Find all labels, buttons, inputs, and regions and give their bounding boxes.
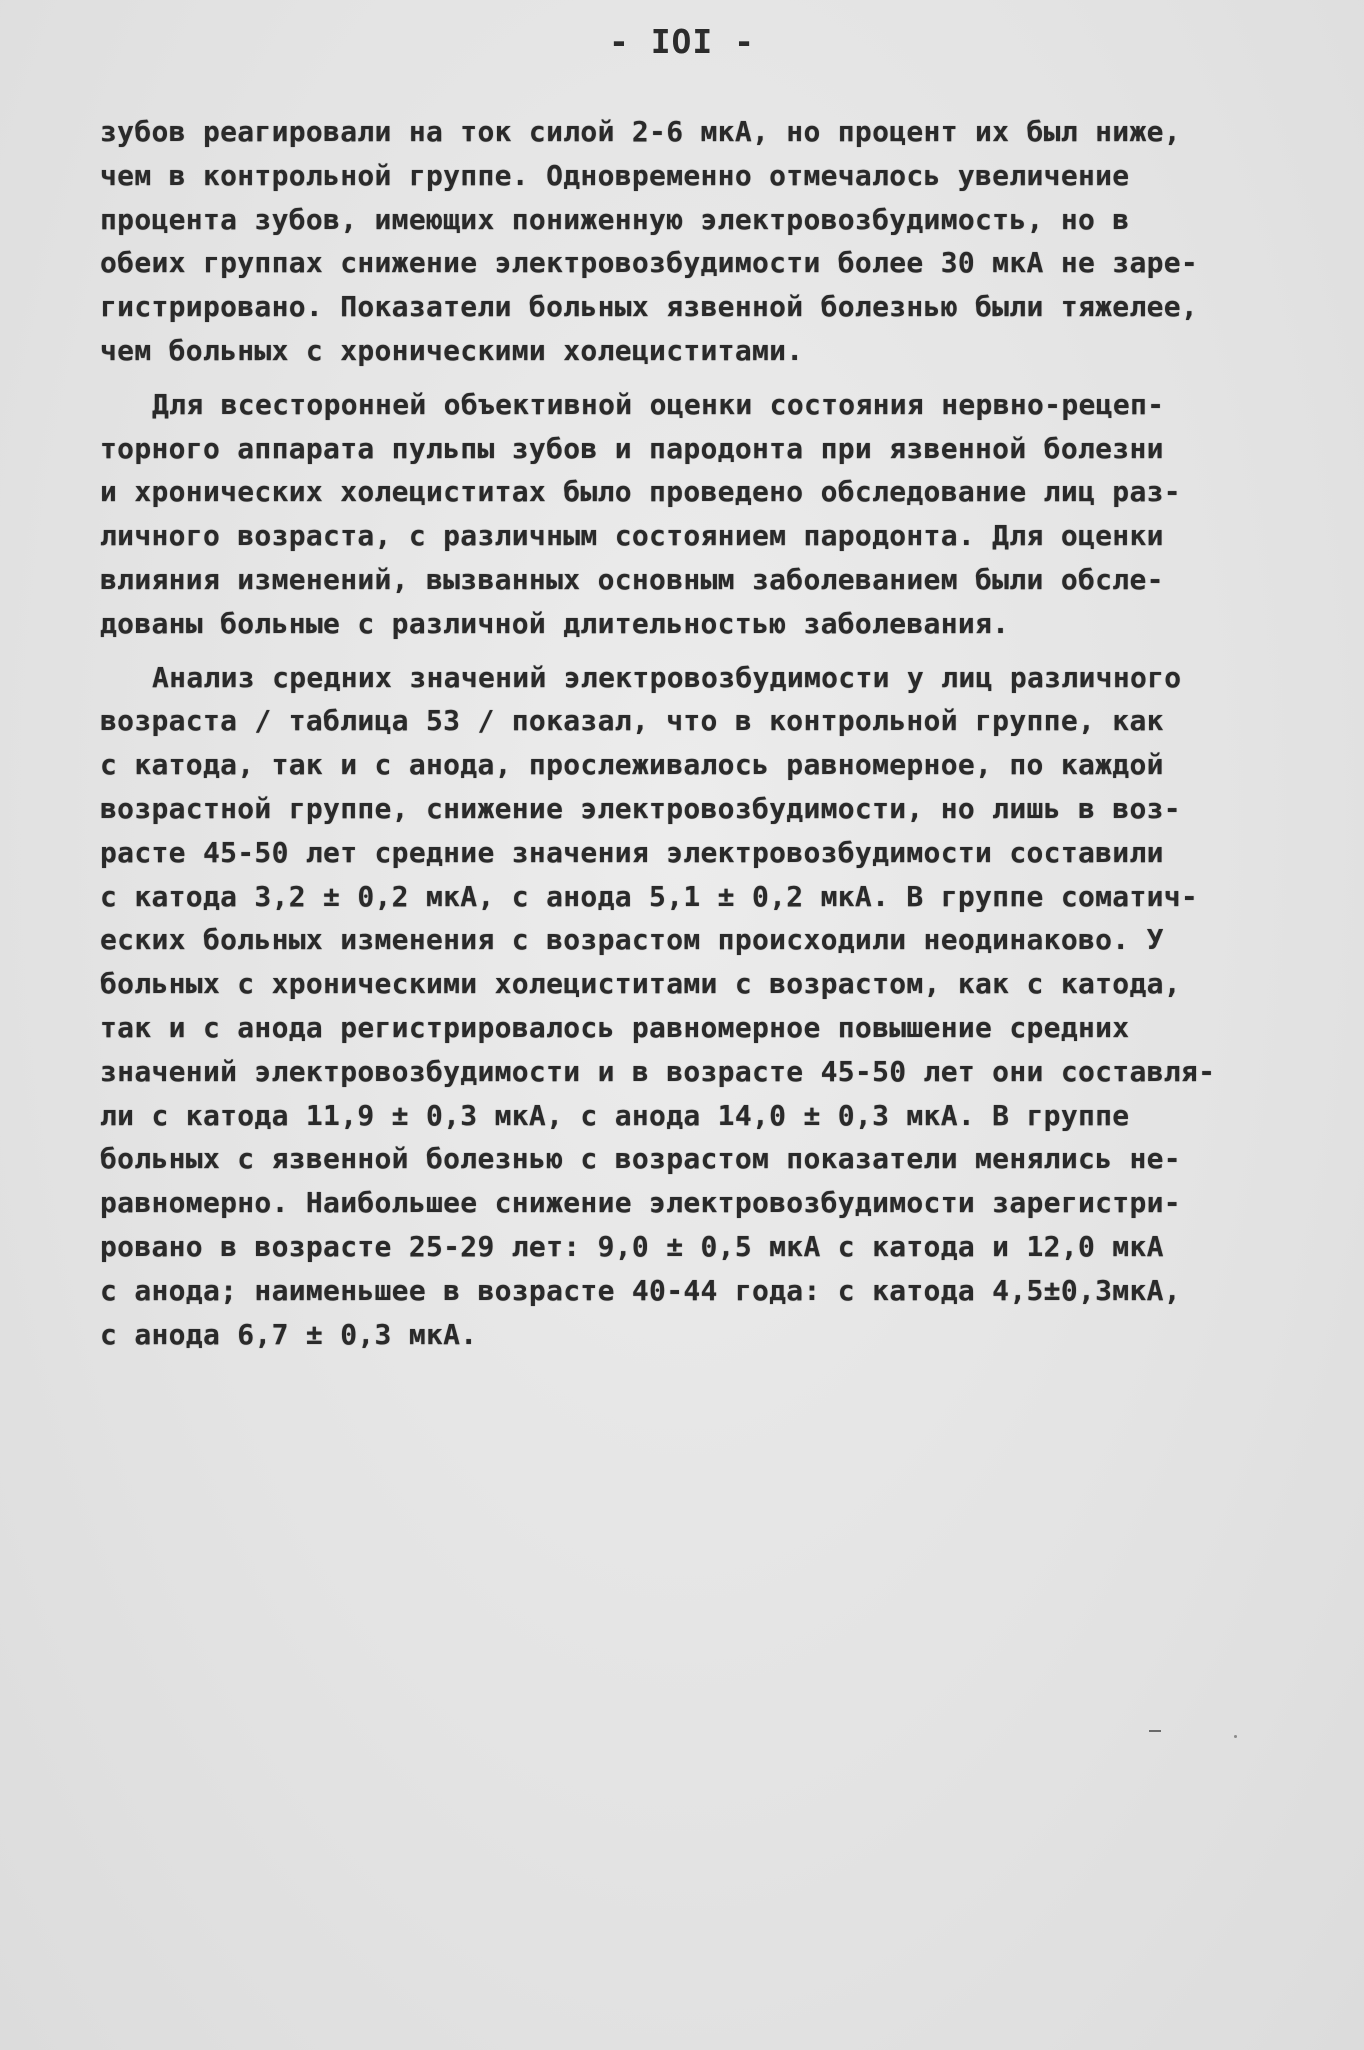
text-line: процента зубов, имеющих пониженную электровозбудимость, но в: [100, 202, 1130, 236]
text-line: с катода 3,2 ± 0,2 мкА, с анода 5,1 ± 0,2 мкА. В группе соматич-: [100, 879, 1199, 913]
scan-speck: [1234, 1735, 1237, 1738]
text-line: больных с язвенной болезнью с возрастом показатели менялись не-: [100, 1142, 1181, 1176]
paragraph-2: [100, 383, 1250, 646]
paragraph-1: [100, 110, 1250, 373]
text-line: возрастной группе, снижение электровозбудимости, но лишь в воз-: [100, 791, 1181, 825]
text-line: ли с катода 11,9 ± 0,3 мкА, с анода 14,0 ± 0,3 мкА. В группе: [100, 1098, 1130, 1132]
text-line: зубов реагировали на ток силой 2-6 мкА, но процент их был ниже,: [100, 115, 1181, 148]
text-line: Анализ средних значений электровозбудимости у лиц различного: [152, 660, 1182, 694]
text-line: чем в контрольной группе. Одновременно отмечалось увеличение: [100, 158, 1130, 192]
paragraph-3: [100, 656, 1250, 1357]
text-line: с катода, так и с анода, прослеживалось равномерное, по каждой: [100, 748, 1164, 782]
scan-mark: [1149, 1730, 1161, 1732]
text-line: ровано в возрасте 25-29 лет: 9,0 ± 0,5 мкА с катода и 12,0 мкА: [100, 1229, 1164, 1263]
text-line: значений электровозбудимости и в возрасте 45-50 лет они составля-: [100, 1054, 1216, 1088]
text-line: влияния изменений, вызванных основным заболеванием были обсле-: [100, 562, 1164, 596]
text-line: еских больных изменения с возрастом происходили неодинаково. У: [100, 923, 1164, 957]
text-line: расте 45-50 лет средние значения электровозбудимости составили: [100, 835, 1164, 869]
text-line: торного аппарата пульпы зубов и пародонта при язвенной болезни: [100, 431, 1164, 465]
text-line: равномерно. Наибольшее снижение электровозбудимости зарегистри-: [100, 1186, 1181, 1220]
text-line: дованы больные с различной длительностью заболевания.: [100, 606, 1010, 640]
text-line: чем больных с хроническими холециститами.: [100, 333, 804, 367]
page-number: - IOI -: [608, 22, 756, 61]
text-line: с анода; наименьшее в возрасте 40-44 года: с катода 4,5±0,3мкА,: [100, 1273, 1181, 1307]
text-line: гистрировано. Показатели больных язвенной болезнью были тяжелее,: [100, 290, 1199, 324]
text-line: больных с хроническими холециститами с возрастом, как с катода,: [100, 967, 1181, 1001]
text-line: с анода 6,7 ± 0,3 мкА.: [100, 1317, 478, 1351]
text-line: так и с анода регистрировалось равномерное повышение средних: [100, 1010, 1130, 1044]
text-line: и хронических холециститах было проведено обследование лиц раз-: [100, 475, 1181, 509]
text-line: личного возраста, с различным состоянием пародонта. Для оценки: [100, 519, 1164, 553]
text-line: обеих группах снижение электровозбудимости более 30 мкА не заре-: [100, 246, 1199, 280]
text-line: Для всесторонней объективной оценки состояния нервно-рецеп-: [152, 387, 1165, 421]
document-body: [100, 110, 1250, 1356]
text-line: возраста / таблица 53 / показал, что в контрольной группе, как: [100, 704, 1164, 738]
